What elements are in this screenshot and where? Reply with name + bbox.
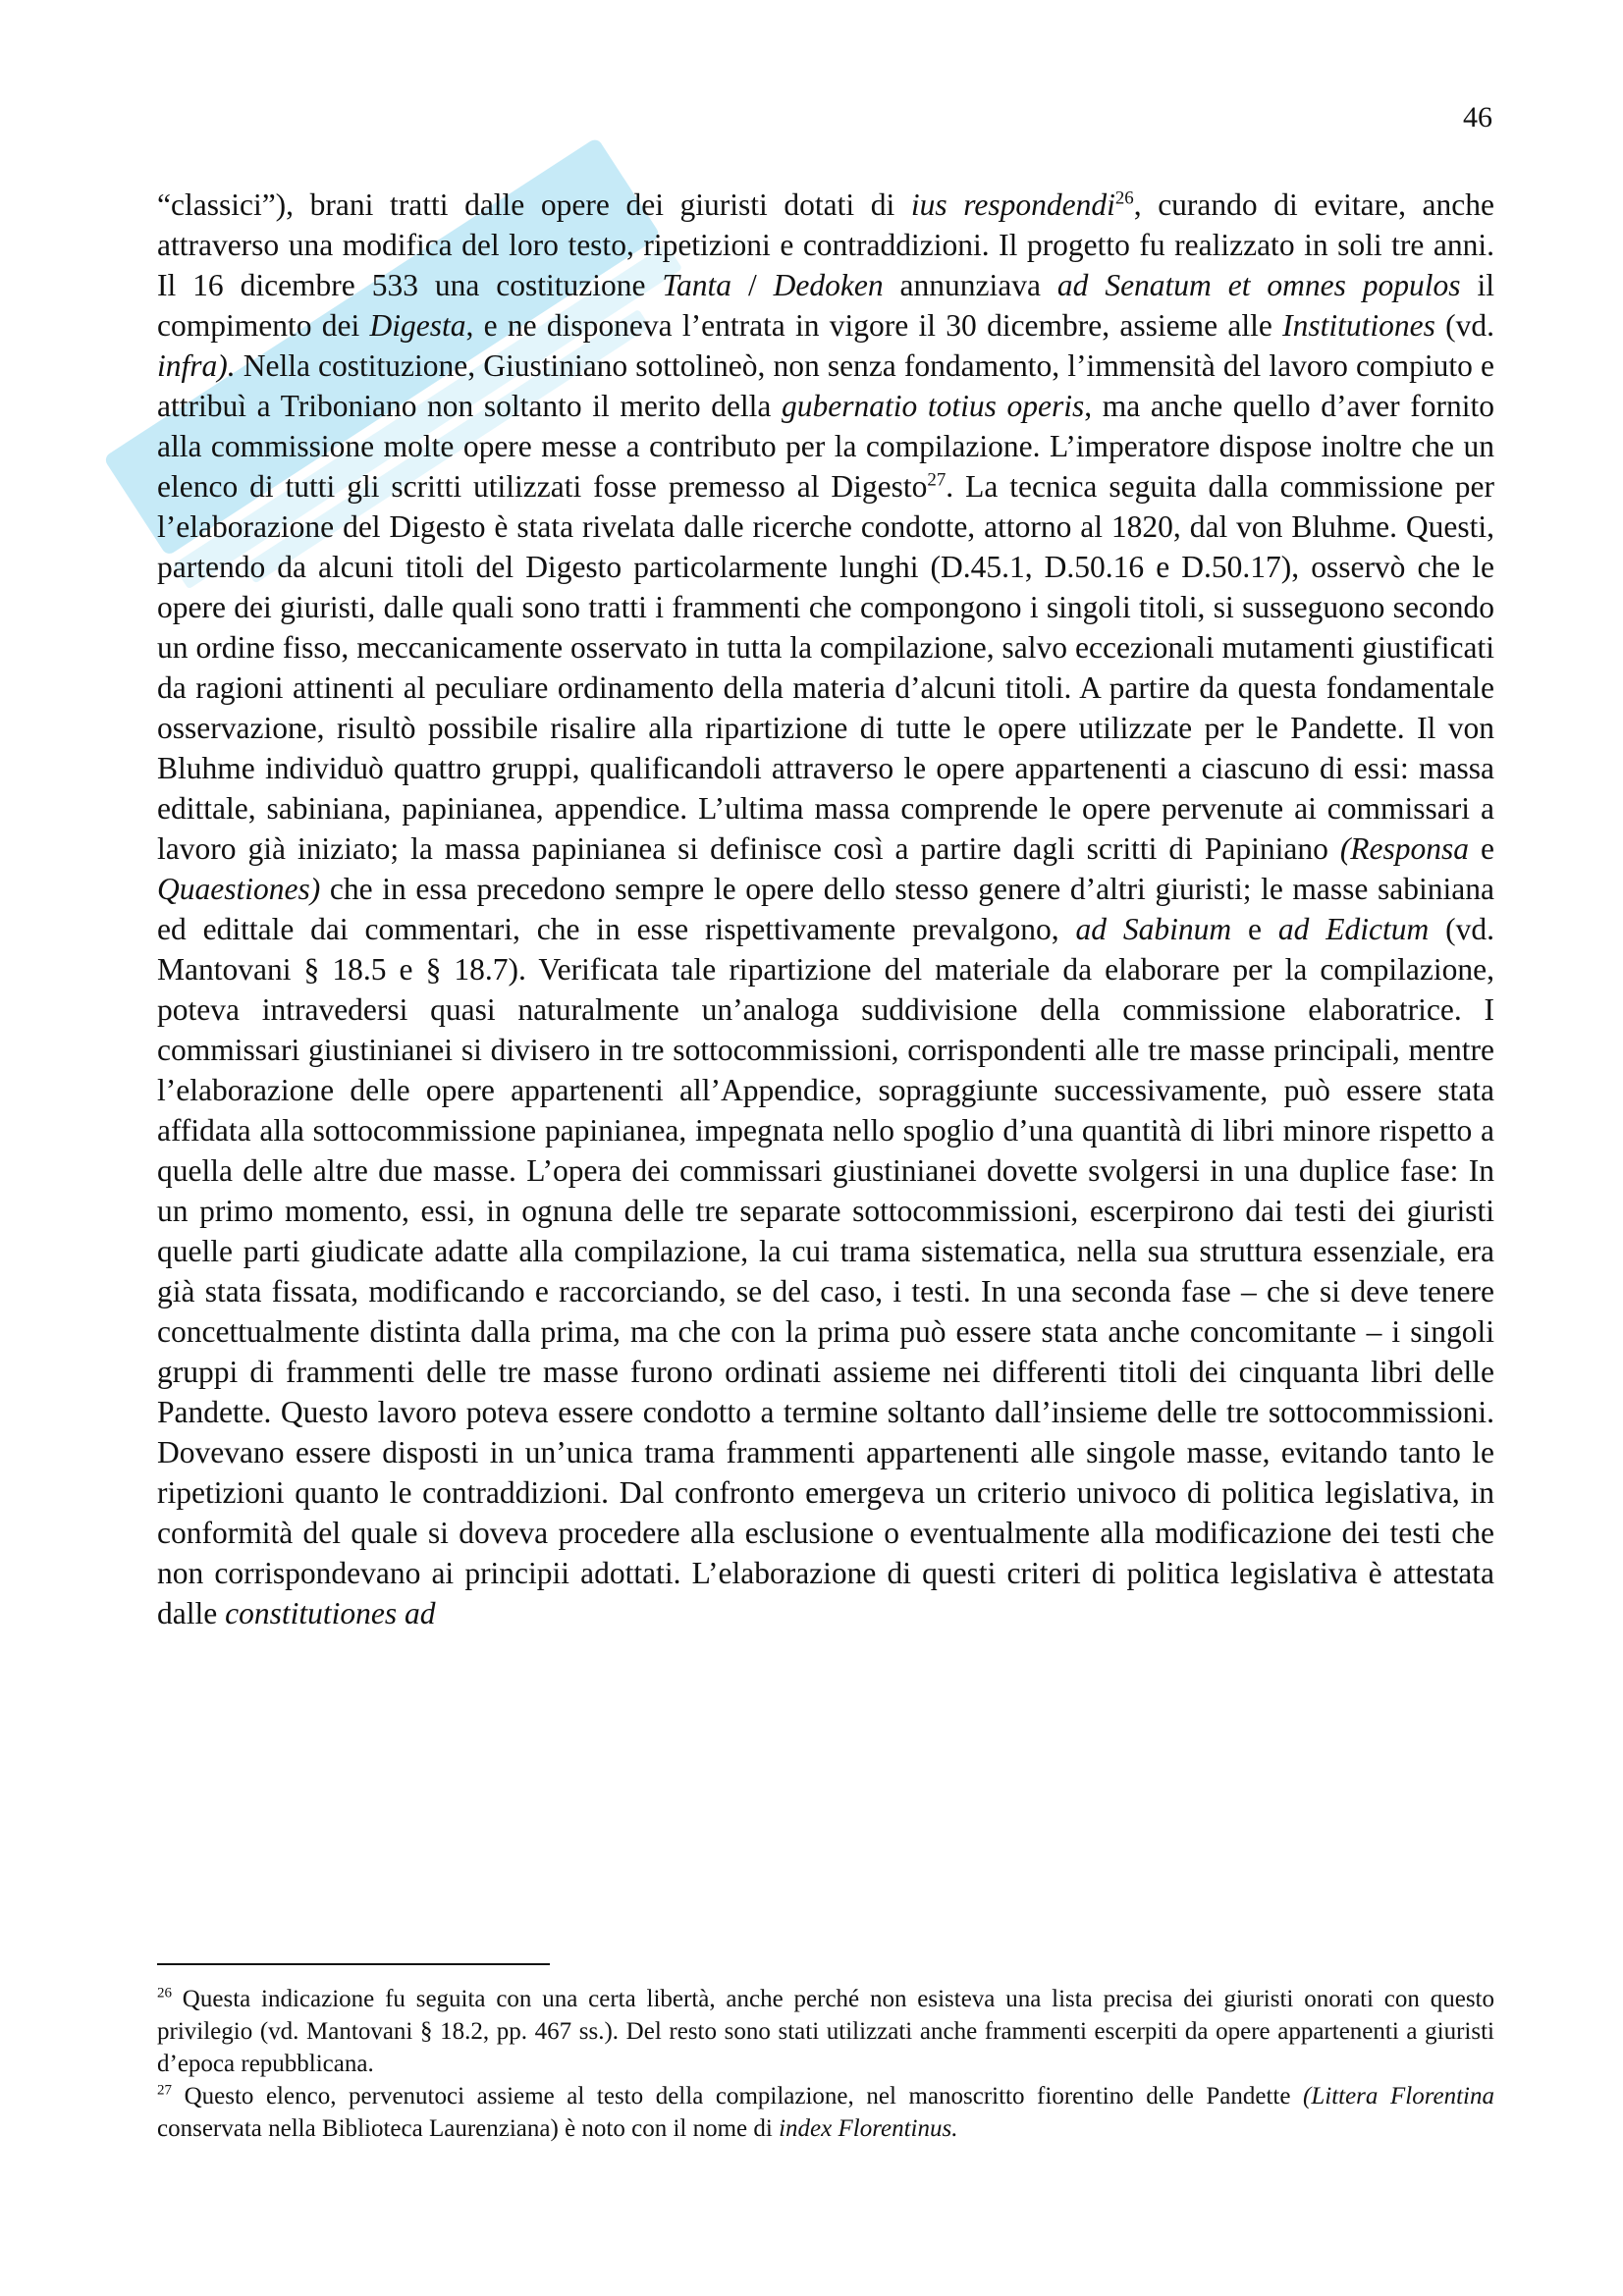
italic-term: ius respondendi xyxy=(910,187,1115,222)
italic-term: Quaestiones) xyxy=(157,872,321,906)
text-segment: annunziava xyxy=(883,268,1057,302)
italic-term: infra). xyxy=(157,348,236,383)
text-segment: (vd. Mantovani § 18.5 e § 18.7). Verificata tale ripartizione del materiale da elaborare per la compilazione, poteva intravedersi quasi naturalmente un’analoga suddivisione della commissione elaboratrice. I commissari giustinianei si divisero in tre sottocommissioni, corrispondenti alle tre masse principali, mentre l’elaborazione delle opere appartenenti all’Appendice, sopraggiunte successivamente, può essere stata affidata alla sottocommissione papinianea, impegnata nello spoglio d’una quantità di libri minore rispetto a quella delle altre due masse. L’opera dei commissari giustinianei dovette svolgersi in una duplice fase: In un primo momento, essi, in ognuna delle tre separate sottocommissioni, escerpirono dai testi dei giuristi quelle parti giudicate adatte alla compilazione, la cui trama sistematica, nella sua struttura essenziale, era già stata fissata, modificando e raccorciando, se del caso, i testi. In una seconda fase – che si deve tenere concettualmente distinta dalla prima, ma che con la prima può essere stata anche concomitante – i singoli gruppi di frammenti delle tre masse furono ordinati assieme nei differenti titoli dei cinquanta libri delle Pandette. Questo lavoro poteva essere condotto a termine soltanto dall’insieme delle tre sottocommissioni. Dovevano essere disposti in un’unica trama frammenti appartenenti alle singole masse, evitando tanto le ripetizioni quanto le contraddizioni. Dal confronto emergeva un criterio univoco di politica legislativa, in conformità del quale si doveva procedere alla esclusione o eventualmente alla modificazione dei testi che non corrispondevano ai principii adottati. L’elaborazione di questi criteri di politica legislativa è attestata dalle xyxy=(157,912,1495,1630)
body-paragraph xyxy=(157,185,1494,1633)
main-text xyxy=(157,185,1494,1633)
text-segment: che in essa precedono sempre le opere dello stesso genere d’altri giuristi; le masse sabiniana ed edittale dai commentari, che in esse rispettivamente prevalgono, xyxy=(157,872,1494,946)
footnote-26 xyxy=(157,1983,1494,2080)
italic-term: (Littera Florentina xyxy=(1303,2083,1494,2109)
text-segment: , e ne disponeva l’entrata in vigore il 30 dicembre, assieme alle xyxy=(465,308,1283,343)
italic-term: ad Senatum et omnes populos xyxy=(1056,268,1461,302)
italic-term: Digesta xyxy=(369,308,466,343)
italic-term: constitutiones ad xyxy=(225,1596,436,1630)
text-segment: e xyxy=(1469,831,1495,866)
text-segment: , ma anche quello d’aver fornito alla commissione molte opere messe a contributo per la compilazione. L’imperatore dispose inoltre che un elenco di tutti gli scritti utilizzati fosse premesso al Digesto xyxy=(157,389,1494,504)
footnotes xyxy=(157,1983,1494,2145)
text-segment: (vd. xyxy=(1434,308,1494,343)
footnote-27 xyxy=(157,2080,1494,2145)
text-segment: . La tecnica seguita dalla commissione per l’elaborazione del Digesto è stata rivelata dalle ricerche condotte, attorno al 1820, dal von Bluhme. Questi, partendo da alcuni titoli del Digesto particolarmente lunghi (D.45.1, D.50.16 e D.50.17), osservò che le opere dei giuristi, dalle quali sono tratti i frammenti che compongono i singoli titoli, si susseguono secondo un ordine fisso, meccanicamente osservato in tutta la compilazione, salvo eccezionali mutamenti giustificati da ragioni attinenti al peculiare ordinamento della materia d’alcuni titoli. A partire da questa fondamentale osservazione, risultò possibile risalire alla ripartizione di tutte le opere utilizzate per le Pandette. Il von Bluhme individuò quattro gruppi, qualificandoli attraverso le opere appartenenti a ciascuno di essi: massa edittale, sabiniana, papinianea, appendice. L’ultima massa comprende le opere pervenute ai commissari a lavoro già iniziato; la massa papinianea si definisce così a partire dagli scritti di Papiniano xyxy=(157,469,1494,866)
footnote-ref-27[interactable]: 27 xyxy=(927,469,947,491)
text-segment: e xyxy=(1231,912,1278,946)
page-number: 46 xyxy=(1463,101,1492,133)
italic-term: index Florentinus. xyxy=(779,2115,958,2142)
footnote-text: Questo elenco, pervenutoci assieme al testo della compilazione, nel manoscritto fiorentino delle Pandette xyxy=(172,2083,1304,2109)
italic-term: ad Edictum xyxy=(1277,912,1430,946)
text-segment: Nella costituzione, Giustiniano sottolineò, non senza fondamento, l’immensità del lavoro compiuto e attribuì a Triboniano non soltanto il merito della xyxy=(157,348,1494,423)
italic-term: (Responsa xyxy=(1339,831,1470,866)
footnote-divider xyxy=(157,1963,550,1965)
text-segment: / xyxy=(731,268,774,302)
italic-term: ad Sabinum xyxy=(1075,912,1232,946)
text-segment: il compimento dei xyxy=(157,268,1494,343)
footnote-ref-26[interactable]: 26 xyxy=(1114,187,1134,209)
footnote-text: Questa indicazione fu seguita con una certa libertà, anche perché non esisteva una lista precisa dei giuristi onorati con questo privilegio (vd. Mantovani § 18.2, pp. 467 ss.). Del resto sono stati utilizzati anche frammenti escerpiti da opere appartenenti a giuristi d’epoca repubblicana. xyxy=(157,1986,1494,2077)
italic-term: gubernatio totius operis xyxy=(782,389,1085,423)
italic-term: Dedoken xyxy=(773,268,884,302)
footnote-marker: 27 xyxy=(157,2082,172,2099)
italic-term: Institutiones xyxy=(1282,308,1435,343)
footnote-marker: 26 xyxy=(157,1985,172,2002)
text-segment: “classici”), brani tratti dalle opere dei giuristi dotati di xyxy=(157,187,911,222)
text-segment: , curando di evitare, anche attraverso una modifica del loro testo, ripetizioni e contraddizioni. Il progetto fu realizzato in soli tre anni. Il 16 dicembre 533 una costituzione xyxy=(157,187,1494,302)
italic-term: Tanta xyxy=(662,268,732,302)
footnote-text: conservata nella Biblioteca Laurenziana) è noto con il nome di xyxy=(157,2115,780,2142)
